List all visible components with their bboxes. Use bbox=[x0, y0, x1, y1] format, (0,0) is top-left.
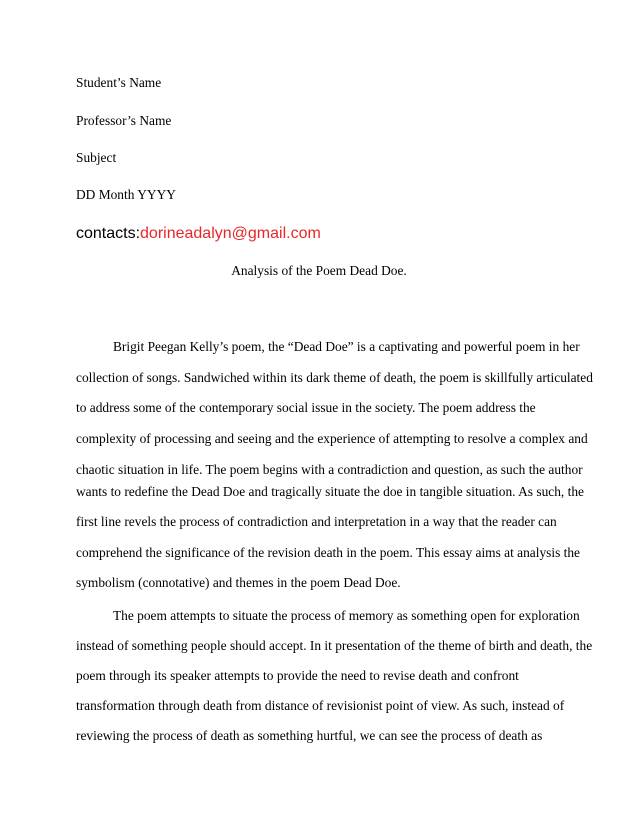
paragraph-2-line-2: instead of something people should accept. In it presentation of the theme of birth and death, the bbox=[76, 638, 593, 653]
paragraph-1-line-5: chaotic situation in life. The poem begins with a contradiction and question, as such the author bbox=[76, 462, 583, 477]
contacts-label: contacts: bbox=[76, 225, 141, 242]
paragraph-1-line-3: to address some of the contemporary social issue in the society. The poem address the bbox=[76, 400, 536, 415]
paragraph-1-line-9: symbolism (connotative) and themes in the poem Dead Doe. bbox=[76, 575, 401, 590]
paragraph-1-line-2: collection of songs. Sandwiched within its dark theme of death, the poem is skillfully articulated bbox=[76, 370, 593, 385]
essay-title: Analysis of the Poem Dead Doe. bbox=[231, 263, 407, 278]
paragraph-1-line-1: Brigit Peegan Kelly’s poem, the “Dead Doe” is a captivating and powerful poem in her bbox=[113, 339, 580, 354]
paragraph-2-line-5: reviewing the process of death as something hurtful, we can see the process of death as bbox=[76, 728, 543, 743]
paragraph-2-line-4: transformation through death from distance of revisionist point of view. As such, instead of bbox=[76, 698, 565, 713]
paragraph-1-line-8: comprehend the significance of the revision death in the poem. This essay aims at analysis the bbox=[76, 545, 580, 560]
subject: Subject bbox=[76, 150, 117, 165]
contacts-email[interactable]: dorineadalyn@gmail.com bbox=[140, 225, 321, 242]
contacts-line bbox=[76, 224, 321, 244]
date: DD Month YYYY bbox=[76, 187, 176, 202]
student-name: Student’s Name bbox=[76, 75, 162, 90]
paragraph-2-line-1: The poem attempts to situate the process of memory as something open for exploration bbox=[113, 608, 580, 623]
professor-name: Professor’s Name bbox=[76, 113, 172, 128]
paragraph-1-line-7: first line revels the process of contradiction and interpretation in a way that the reader can bbox=[76, 514, 557, 529]
paragraph-2-line-3: poem through its speaker attempts to provide the need to revise death and confront bbox=[76, 668, 519, 683]
paragraph-1-line-6: wants to redefine the Dead Doe and tragically situate the doe in tangible situation. As such, the bbox=[76, 484, 584, 499]
paragraph-1-line-4: complexity of processing and seeing and the experience of attempting to resolve a complex and bbox=[76, 431, 588, 446]
